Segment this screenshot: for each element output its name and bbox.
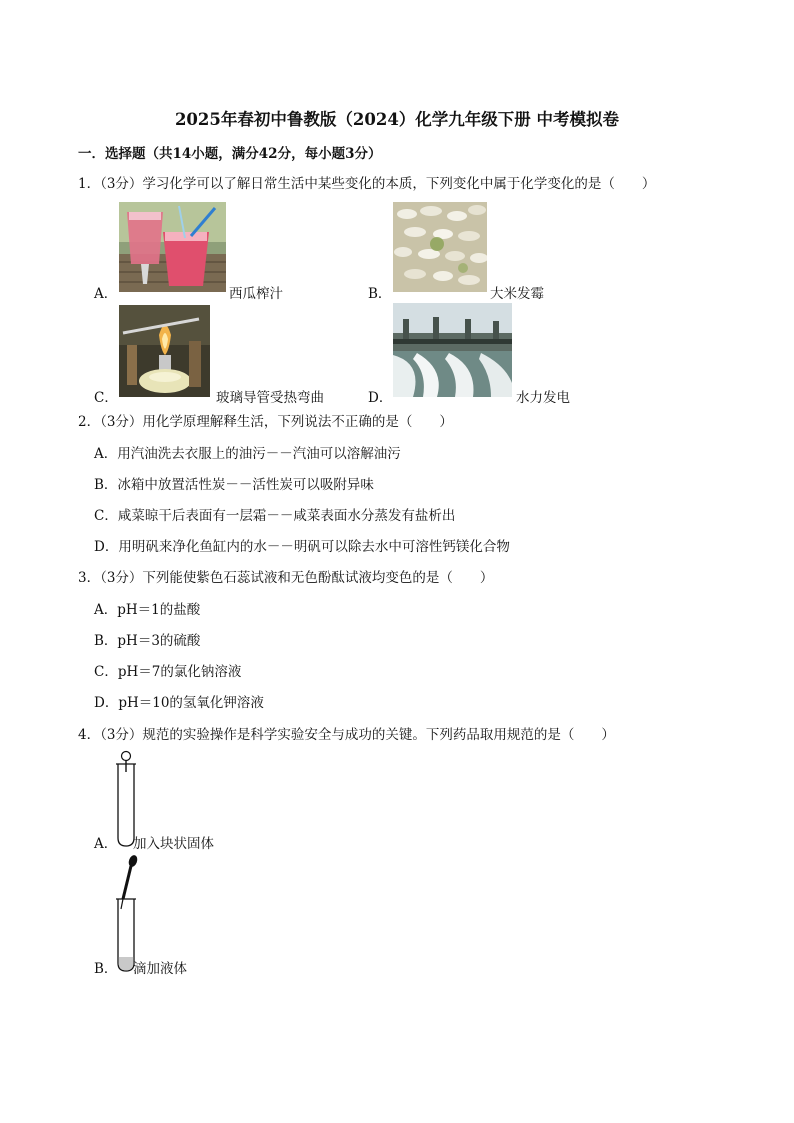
section-heading: 一．选择题（共14小题，满分42分，每小题3分） — [78, 146, 382, 162]
question-4-stem: 4．（3分）规范的实验操作是科学实验安全与成功的关键。下列药品取用规范的是（ ） — [78, 727, 615, 743]
question-1-option-d-text: 水力发电 — [516, 390, 570, 406]
watermelon-juice-image — [119, 202, 226, 292]
question-1-stem: 1．（3分）学习化学可以了解日常生活中某些变化的本质，下列变化中属于化学变化的是（ ） — [78, 176, 656, 192]
question-1-option-b-letter: B． — [368, 286, 392, 302]
question-3-option-b: B．pH＝3的硫酸 — [94, 633, 201, 649]
question-2-option-d: D．用明矾来净化鱼缸内的水－－明矾可以除去水中可溶性钙镁化合物 — [94, 539, 510, 555]
hydropower-dam-image — [393, 303, 512, 397]
question-2-option-c: C．咸菜晾干后表面有一层霜－－咸菜表面水分蒸发有盐析出 — [94, 508, 456, 524]
question-3-option-c: C．pH＝7的氯化钠溶液 — [94, 664, 242, 680]
question-2-option-a: A．用汽油洗去衣服上的油污－－汽油可以溶解油污 — [94, 446, 401, 462]
question-4-option-a-letter: A． — [94, 836, 118, 852]
question-1-option-b-text: 大米发霉 — [490, 286, 544, 302]
question-4-option-a-text: 加入块状固体 — [133, 836, 214, 852]
question-1-option-c-text: 玻璃导管受热弯曲 — [216, 390, 324, 406]
glass-tube-heating-image — [119, 305, 210, 397]
question-3-stem: 3．（3分）下列能使紫色石蕊试液和无色酚酞试液均变色的是（ ） — [78, 570, 494, 586]
question-1-option-c-letter: C． — [94, 390, 118, 406]
question-1-option-a-text: 西瓜榨汁 — [229, 286, 283, 302]
question-4-option-b-letter: B． — [94, 961, 118, 977]
page-title: 2025年春初中鲁教版（2024）化学九年级下册 中考模拟卷 — [174, 110, 620, 129]
question-1-option-d-letter: D． — [368, 390, 393, 406]
question-3-option-d: D．pH＝10的氢氧化钾溶液 — [94, 695, 264, 711]
question-1-option-a-letter: A． — [94, 286, 118, 302]
question-4-option-b-text: 滴加液体 — [133, 961, 187, 977]
moldy-rice-image — [393, 202, 487, 292]
question-2-option-b: B．冰箱中放置活性炭－－活性炭可以吸附异味 — [94, 477, 374, 493]
question-2-stem: 2．（3分）用化学原理解释生活，下列说法不正确的是（ ） — [78, 414, 453, 430]
question-3-option-a: A．pH＝1的盐酸 — [94, 602, 201, 618]
